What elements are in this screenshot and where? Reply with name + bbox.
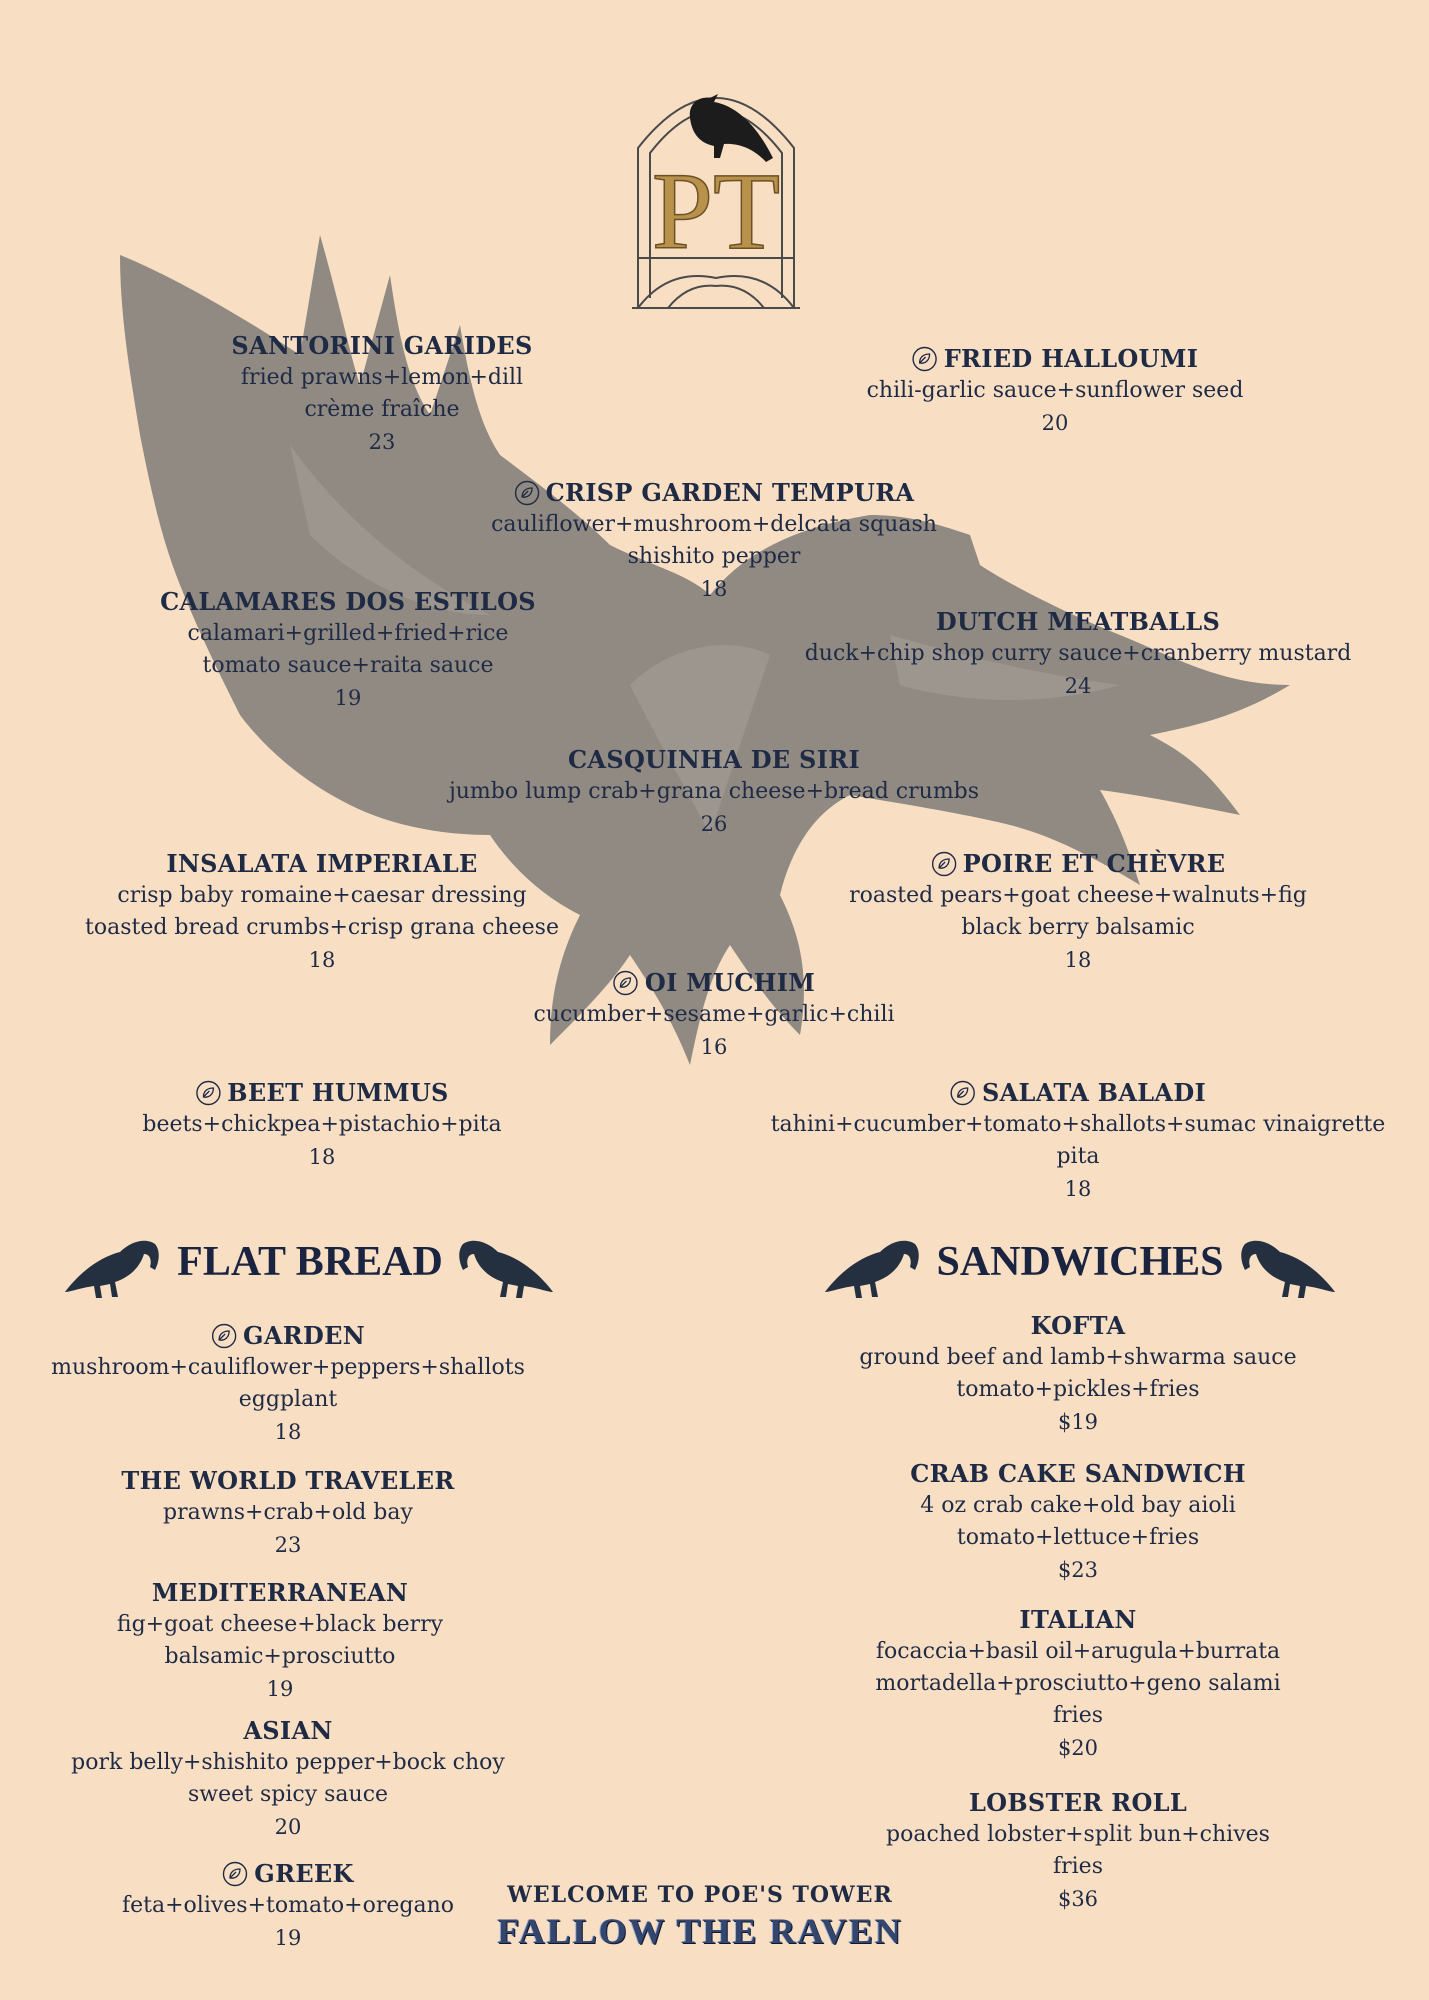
item-description: shishito pepper — [627, 544, 801, 569]
item-description: mortadella+prosciutto+geno salami — [875, 1671, 1281, 1696]
item-name: SALATA BALADI — [771, 1077, 1386, 1109]
menu-item-beet-hummus — [142, 1077, 501, 1173]
item-description: tahini+cucumber+tomato+shallots+sumac vinaigrette — [770, 1112, 1386, 1137]
item-description: crème fraîche — [304, 397, 460, 422]
item-name: INSALATA IMPERIALE — [166, 849, 478, 878]
menu-item-oi-muchim — [533, 967, 894, 1063]
crow-icon — [448, 1222, 558, 1302]
menu-item-casquinha-de-siri — [449, 744, 979, 840]
menu-item-santorini-garides — [231, 330, 532, 458]
welcome-text: WELCOME TO POE'S TOWER — [507, 1882, 893, 1908]
item-price: 18 — [308, 948, 336, 972]
crow-icon — [1230, 1222, 1340, 1302]
menu-item-italian — [875, 1604, 1280, 1764]
item-price: 20 — [274, 1815, 302, 1839]
item-price: 20 — [1041, 411, 1069, 435]
item-description: pita — [1056, 1144, 1100, 1169]
item-description: balsamic+prosciutto — [164, 1644, 396, 1669]
menu-item-poire-et-chevre — [849, 848, 1307, 976]
menu-item-asian — [71, 1715, 505, 1843]
vegetarian-leaf-icon — [195, 1080, 221, 1106]
item-description: eggplant — [238, 1387, 338, 1412]
item-price: 23 — [274, 1533, 302, 1557]
item-name: ITALIAN — [1019, 1605, 1137, 1634]
item-name: MEDITERRANEAN — [151, 1578, 409, 1607]
item-price: 18 — [308, 1145, 336, 1169]
item-description: fries — [1052, 1703, 1104, 1728]
vegetarian-leaf-icon — [222, 1861, 248, 1887]
crow-icon — [60, 1222, 170, 1302]
flat-bread-title: FLAT BREAD — [177, 1239, 443, 1285]
item-description: toasted bread crumbs+crisp grana cheese — [85, 915, 559, 940]
item-description: jumbo lump crab+grana cheese+bread crumbs — [448, 779, 980, 804]
item-description: fig+goat cheese+black berry — [116, 1612, 444, 1637]
item-description: focaccia+basil oil+arugula+burrata — [875, 1639, 1281, 1664]
item-price: $36 — [1057, 1887, 1099, 1911]
item-name: THE WORLD TRAVELER — [121, 1466, 455, 1495]
item-description: tomato+lettuce+fries — [956, 1525, 1200, 1550]
vegetarian-leaf-icon — [514, 480, 540, 506]
item-price: 19 — [334, 686, 362, 710]
pt-logo — [628, 58, 804, 320]
item-name: GREEK — [122, 1858, 454, 1890]
item-name: CRISP GARDEN TEMPURA — [491, 477, 937, 509]
item-name: SANTORINI GARIDES — [231, 331, 533, 360]
vegetarian-leaf-icon — [613, 970, 639, 996]
menu-item-crab-cake-sandwich — [910, 1458, 1246, 1586]
menu-item-crisp-garden-tempura — [491, 477, 937, 605]
crow-icon — [820, 1222, 930, 1302]
item-description: roasted pears+goat cheese+walnuts+fig — [849, 883, 1307, 908]
item-name: CALAMARES DOS ESTILOS — [160, 587, 536, 616]
menu-item-greek — [122, 1858, 454, 1954]
menu-item-world-traveler — [121, 1465, 454, 1561]
item-description: prawns+crab+old bay — [163, 1500, 413, 1525]
vegetarian-leaf-icon — [950, 1080, 976, 1106]
item-description: calamari+grilled+fried+rice — [187, 621, 509, 646]
item-price: $19 — [1057, 1410, 1099, 1434]
item-price: 18 — [1064, 948, 1092, 972]
item-description: sweet spicy sauce — [187, 1782, 389, 1807]
item-price: 23 — [368, 430, 396, 454]
item-name: GARDEN — [51, 1320, 525, 1352]
item-description: mushroom+cauliflower+peppers+shallots — [51, 1355, 525, 1380]
item-name: OI MUCHIM — [533, 967, 894, 999]
menu-item-mediterranean — [117, 1577, 443, 1705]
slogan-text: FALLOW THE RAVEN — [497, 1911, 903, 1951]
item-name: LOBSTER ROLL — [968, 1788, 1188, 1817]
vegetarian-leaf-icon — [211, 1323, 237, 1349]
item-description: fries — [1052, 1854, 1103, 1879]
item-price: 18 — [274, 1420, 302, 1444]
item-description: black berry balsamic — [961, 915, 1195, 940]
item-name: ASIAN — [243, 1716, 333, 1745]
item-name: BEET HUMMUS — [142, 1077, 501, 1109]
menu-item-insalata-imperiale — [85, 848, 559, 976]
item-description: cauliflower+mushroom+delcata squash — [491, 512, 937, 537]
item-description: poached lobster+split bun+chives — [886, 1822, 1270, 1847]
item-price: 24 — [1064, 674, 1092, 698]
item-description: chili-garlic sauce+sunflower seed — [866, 378, 1244, 403]
menu-item-lobster-roll — [886, 1787, 1270, 1915]
item-description: tomato+pickles+fries — [956, 1377, 1200, 1402]
item-description: duck+chip shop curry sauce+cranberry mustard — [804, 641, 1352, 666]
item-price: 19 — [266, 1677, 294, 1701]
item-name: DUTCH MEATBALLS — [935, 607, 1221, 636]
sandwiches-title: SANDWICHES — [936, 1239, 1224, 1285]
item-price: 19 — [274, 1926, 302, 1950]
item-name: FRIED HALLOUMI — [867, 343, 1244, 375]
item-description: pork belly+shishito pepper+bock choy — [71, 1750, 505, 1775]
menu-item-fried-halloumi — [867, 343, 1244, 439]
menu-item-salata-baladi — [771, 1077, 1386, 1205]
item-description: tomato sauce+raita sauce — [202, 653, 494, 678]
item-description: feta+olives+tomato+oregano — [121, 1893, 455, 1918]
menu-item-calamares-dos-estilos — [160, 586, 536, 714]
item-description: cucumber+sesame+garlic+chili — [533, 1002, 895, 1027]
item-price: 18 — [1064, 1177, 1092, 1201]
item-price: $20 — [1057, 1736, 1099, 1760]
item-name: CASQUINHA DE SIRI — [567, 745, 860, 774]
item-price: 26 — [700, 812, 728, 836]
item-description: ground beef and lamb+shwarma sauce — [859, 1345, 1297, 1370]
item-description: 4 oz crab cake+old bay aioli — [920, 1493, 1236, 1518]
item-description: fried prawns+lemon+dill — [240, 365, 524, 390]
item-name: KOFTA — [1030, 1311, 1126, 1340]
menu-item-dutch-meatballs — [805, 606, 1352, 702]
vegetarian-leaf-icon — [912, 346, 938, 372]
item-price: 18 — [700, 577, 728, 601]
item-price: 16 — [700, 1035, 728, 1059]
item-description: crisp baby romaine+caesar dressing — [117, 883, 527, 908]
menu-item-garden — [51, 1320, 525, 1448]
menu-item-kofta — [859, 1310, 1296, 1438]
logo-monogram: PT — [651, 150, 781, 272]
item-name: POIRE ET CHÈVRE — [849, 848, 1307, 880]
item-price: $23 — [1057, 1558, 1099, 1582]
vegetarian-leaf-icon — [931, 851, 957, 877]
item-description: beets+chickpea+pistachio+pita — [142, 1112, 502, 1137]
item-name: CRAB CAKE SANDWICH — [910, 1459, 1246, 1488]
